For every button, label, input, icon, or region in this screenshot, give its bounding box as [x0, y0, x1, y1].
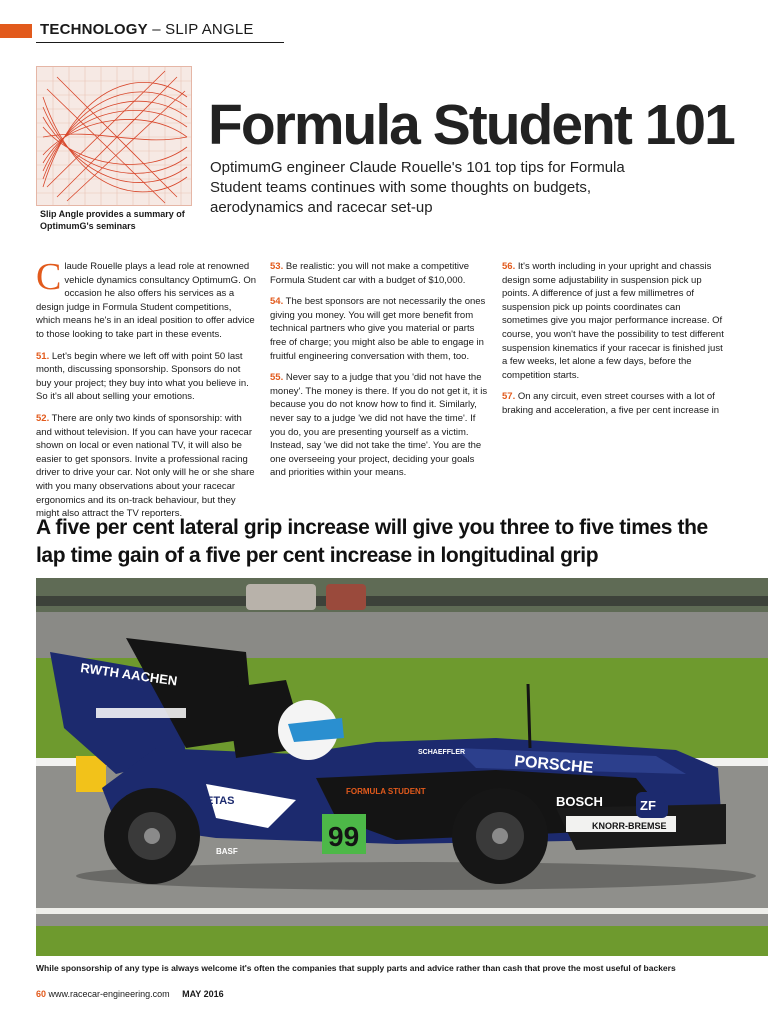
- subsection-name: SLIP ANGLE: [165, 21, 254, 38]
- sponsor-porsche: PORSCHE: [513, 753, 594, 777]
- page-footer: [36, 988, 224, 1000]
- racecar-photo: [36, 578, 768, 956]
- intro-text: laude Rouelle plays a lead role at renowned vehicle dynamics consultancy OptimumG. On occasion he also offers his services as a design judge in Formula Student competitions, which means he's in an ideal position to offer advice to those looking to take part in these events.: [36, 261, 257, 340]
- tip-number: 57.: [502, 391, 516, 403]
- tip-number: 52.: [36, 412, 50, 424]
- section-separator: –: [147, 21, 166, 38]
- tip-paragraph: [270, 295, 490, 363]
- body-column-3: [502, 260, 724, 426]
- tip-paragraph: [36, 350, 256, 404]
- body-column-1: [36, 256, 257, 529]
- sponsor-schaeffler: SCHAEFFLER: [418, 749, 466, 756]
- slip-angle-graph-icon: [37, 67, 192, 206]
- car-number: 99: [328, 821, 360, 852]
- footer-url: www.racecar-engineering.com: [48, 989, 170, 999]
- wing-label: RWTH AACHEN: [79, 660, 179, 689]
- tip-paragraph: [36, 412, 256, 521]
- tip-text: Let's begin where we left off with point 50 last month, discussing sponsorship. Sponsors do not buy your project; they buy into what you believe in. So it's all about selling your emotions.: [36, 350, 249, 403]
- section-header: [40, 20, 254, 40]
- tip-paragraph: [502, 260, 724, 382]
- slip-angle-thumbnail: [36, 66, 192, 206]
- tip-paragraph: [502, 390, 724, 417]
- tip-number: 56.: [502, 261, 516, 272]
- tip-paragraph: [270, 260, 490, 287]
- section-name: TECHNOLOGY: [40, 21, 148, 38]
- intro-paragraph: [36, 256, 257, 342]
- issue-date: MAY 2016: [182, 989, 224, 999]
- thumbnail-caption: Slip Angle provides a summary of OptimumG's seminars: [40, 209, 185, 231]
- sponsor-formula-student: FORMULA STUDENT: [346, 787, 426, 796]
- tip-text: Be realistic: you will not make a competitive Formula Student car with a budget of $10,000.: [270, 261, 470, 286]
- tip-text: It's worth including in your upright and chassis design some adjustability in suspension pick up points. A difference of just a few millimetres of suspension pick up points coordinates can sometimes give you major performance increase. Of course, you won't have the possibility to test different suspension kinematics if your racecar is finished just a few weeks, let alone a few days, before the competition starts.: [502, 261, 724, 381]
- article-title: Formula Student 101: [208, 93, 734, 157]
- header-rule: [36, 42, 284, 43]
- sponsor-zf: ZF: [640, 798, 656, 813]
- tip-text: There are only two kinds of sponsorship: with and without television. If you can have your racecar shown on local or even national TV, it will also be easier to get sponsors. Invite a professional racing driver to drive your car. Not only will he or she share with you many observations about your racecar ergonomics and its on-track behaviour, but they might also attract the TV reporters.: [36, 412, 255, 520]
- tip-text: The best sponsors are not necessarily the ones giving you money. You will get more benefit from technical partners who give you material or parts free of charge; you might also be able to engage in fruitful engineering conversation with them, too.: [270, 296, 486, 362]
- tip-text: Never say to a judge that you 'did not have the money'. The money is there. If you do not get it, it is because you do not know how to find it. Similarly, never say to a judge 'we did not have the time'. If you do, you are presenting yourself as a victim. Instead, say 'we did not take the time'. You are the one overseeing your project, deciding your goals and priorities within your means.: [270, 372, 488, 479]
- sponsor-bosch: BOSCH: [556, 794, 603, 809]
- tip-number: 55.: [270, 372, 284, 384]
- section-color-bar: [0, 24, 32, 38]
- sponsor-basf: BASF: [216, 847, 238, 856]
- tip-paragraph: [270, 371, 490, 480]
- tip-text: On any circuit, even street courses with a lot of braking and acceleration, a five per cent increase in: [502, 391, 720, 416]
- body-column-2: [270, 260, 490, 488]
- photo-caption: While sponsorship of any type is always welcome it's often the companies that supply parts and advice rather than cash that prove the most useful of backers: [36, 963, 676, 973]
- article-standfirst: OptimumG engineer Claude Rouelle's 101 top tips for Formula Student teams continues with some thoughts on budgets, aerodynamics and racecar set-up: [210, 159, 625, 216]
- tip-number: 54.: [270, 296, 284, 308]
- sponsor-knorr: KNORR-BREMSE: [592, 821, 667, 831]
- page-number: 60: [36, 989, 47, 999]
- sponsor-etas: ETAS: [206, 795, 235, 807]
- drop-cap: C: [36, 256, 62, 298]
- racecar-illustration: [36, 578, 768, 956]
- pull-quote: A five per cent lateral grip increase will give you three to five times the lap time gain of a five per cent increase in longitudinal grip: [36, 516, 708, 567]
- tip-number: 53.: [270, 261, 284, 272]
- tip-number: 51.: [36, 350, 50, 362]
